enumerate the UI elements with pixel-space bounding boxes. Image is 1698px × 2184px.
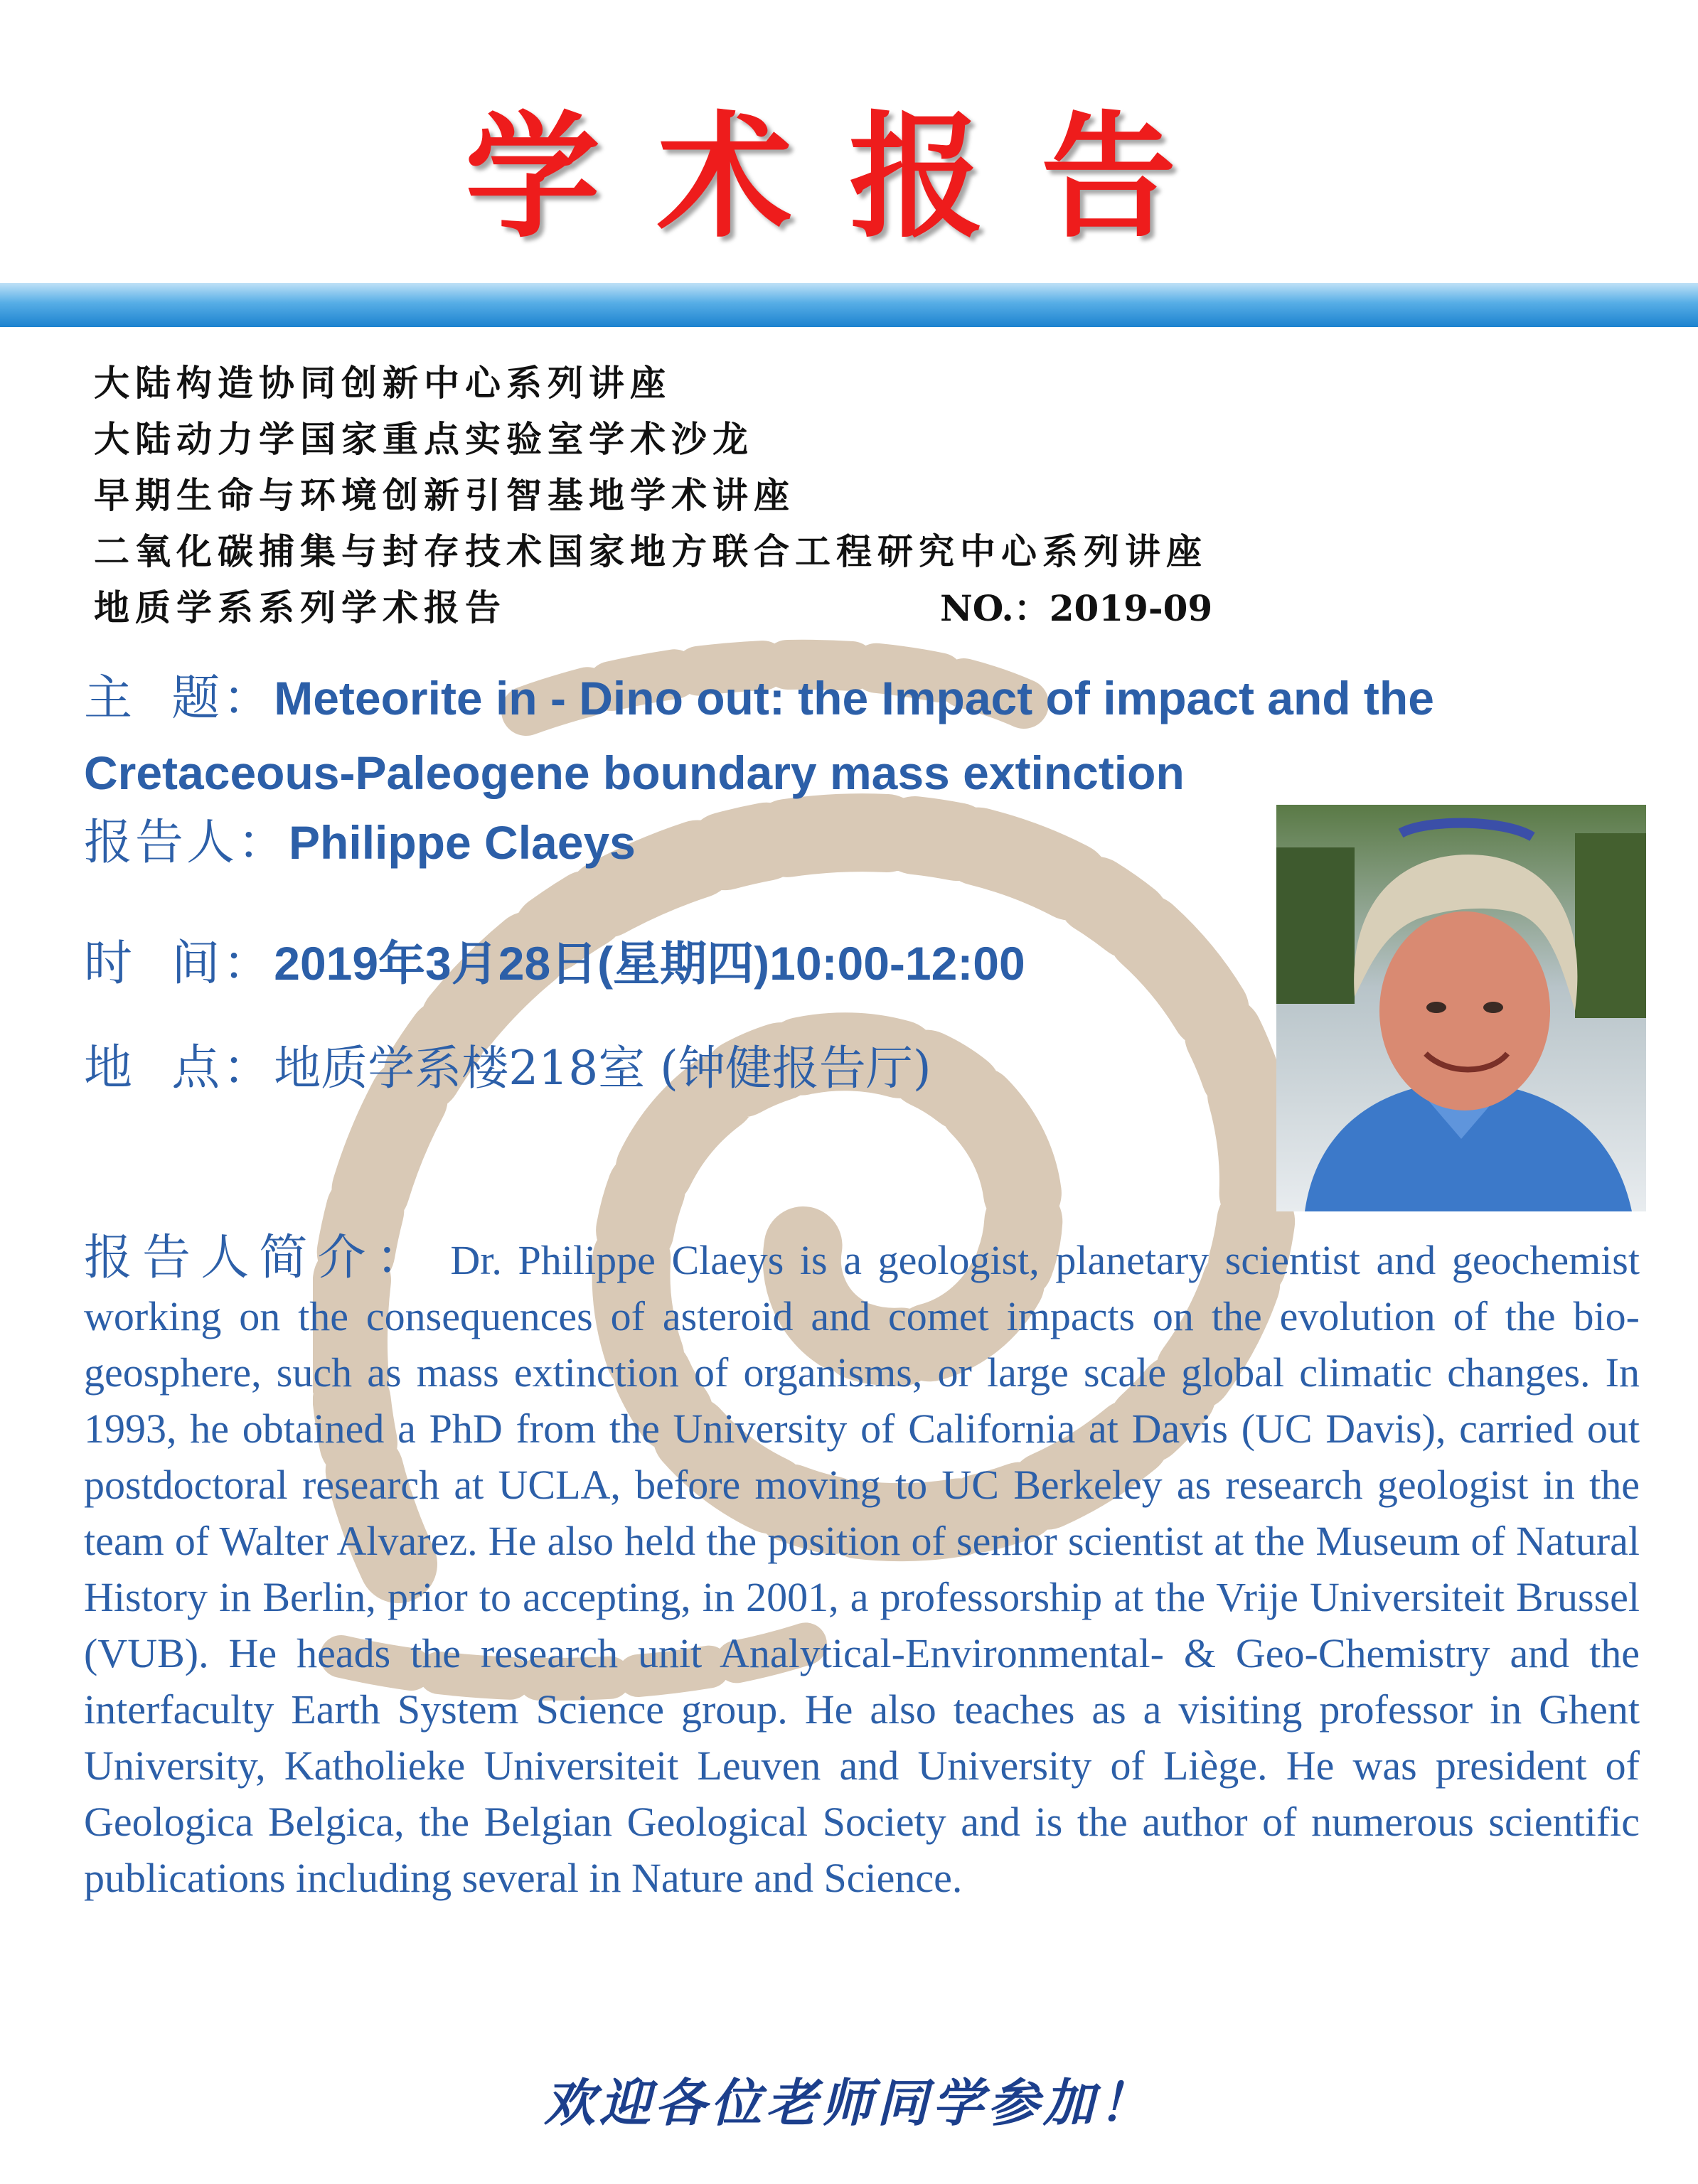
place-field bbox=[84, 1037, 931, 1101]
speaker-value: Philippe Claeys bbox=[289, 816, 636, 869]
series-line: 二氧化碳捕集与封存技术国家地方联合工程研究中心系列讲座 bbox=[94, 531, 1207, 572]
place-label: 地 点： bbox=[84, 1040, 274, 1096]
bio-text: Dr. Philippe Claeys is a geologist, planetary scientist and geochemist working on the consequences of asteroid and comet impacts on the evolution of the bio-geosphere, such as mass extinction of organisms, or large scale global climatic changes. In 1993, he obtained a PhD from the University of California at Davis (UC Davis), carried out postdoctoral research at UCLA, before moving to UC Berkeley as research geologist in the team of Walter Alvarez. He also held the position of senior scientist at the Museum of Natural History in Berlin, prior to accepting, in 2001, a professorship at the Vrije Universiteit Brussel (VUB). He heads the research unit Analytical-Environmental- & Geo-Chemistry and the interfaculty Earth System Science group. He also teaches as a visiting professor in Ghent University, Katholieke Universiteit Leuven and University of Liège. He was president of Geologica Belgica, the Belgian Geological Society and is the author of numerous scientific publications including several in Nature and Science. bbox=[84, 1237, 1640, 1901]
speaker-photo bbox=[1276, 805, 1646, 1211]
bio-label: 报告人简介： bbox=[84, 1230, 434, 1286]
series-line: 地质学系系列学术报告 bbox=[94, 587, 506, 628]
welcome-message: 欢迎各位老师同学参加！ bbox=[543, 2073, 1154, 2133]
header-band bbox=[0, 283, 1698, 327]
speaker-field bbox=[84, 810, 636, 875]
speaker-portrait-image bbox=[1276, 805, 1646, 1211]
time-field bbox=[84, 931, 1025, 996]
topic-label: 主 题： bbox=[84, 670, 274, 727]
series-line: 早期生命与环境创新引智基地学术讲座 bbox=[94, 475, 795, 516]
topic-value: Meteorite in - Dino out: the Impact of impact and the Cretaceous-Paleogene boundary mass extinction bbox=[84, 672, 1434, 799]
poster-title: 学术报告 bbox=[464, 99, 1233, 256]
series-line: 大陆构造协同创新中心系列讲座 bbox=[94, 363, 671, 404]
topic-field bbox=[84, 661, 1613, 810]
time-label: 时 间： bbox=[84, 936, 274, 992]
speaker-label: 报告人： bbox=[84, 815, 289, 871]
place-value: 地质学系楼218室 (钟健报告厅) bbox=[274, 1041, 931, 1096]
report-number: NO.：2019-09 bbox=[940, 587, 1213, 629]
lecture-series-list bbox=[94, 355, 1445, 636]
speaker-bio bbox=[84, 1230, 1640, 1906]
series-line: 大陆动力学国家重点实验室学术沙龙 bbox=[94, 419, 754, 460]
time-value: 2019年3月28日(星期四)10:00-12:00 bbox=[274, 937, 1025, 990]
